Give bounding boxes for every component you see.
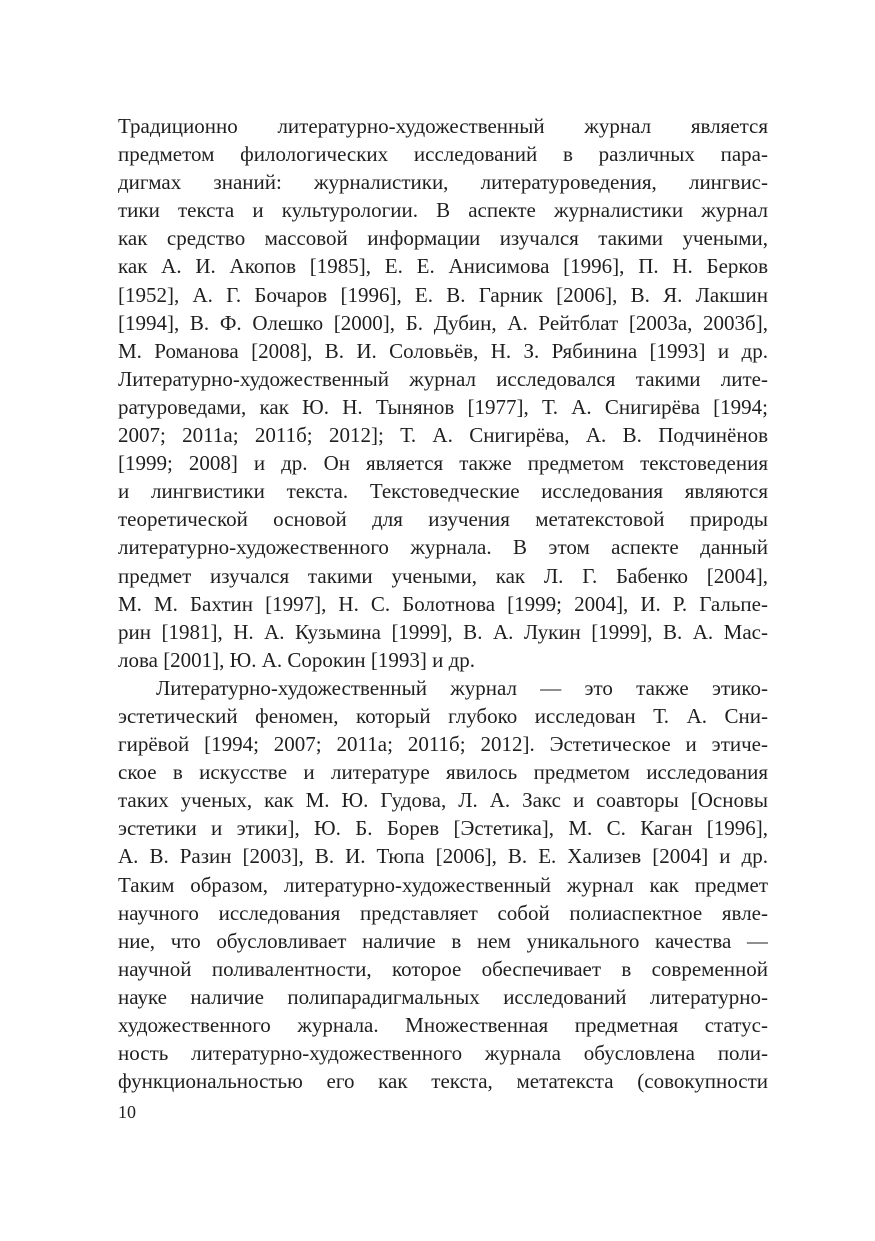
text-line: [1952], А. Г. Бочаров [1996], Е. В. Гарник [2006], В. Я. Лакшин [118, 282, 768, 307]
page-body [118, 112, 768, 1095]
text-line: М. Романова [2008], В. И. Соловьёв, Н. З. Рябинина [1993] и др. [118, 338, 768, 363]
text-line: научной поливалентности, которое обеспечивает в современной [118, 956, 768, 981]
text-line: дигмах знаний: журналистики, литературоведения, лингвис- [118, 170, 768, 195]
text-line: литературно-художественного журнала. В этом аспекте данный [118, 535, 768, 560]
text-line: теоретической основой для изучения метатекстовой природы [118, 507, 768, 532]
page-number: 10 [118, 1102, 136, 1122]
text-line: 2007; 2011а; 2011б; 2012]; Т. А. Снигирёва, А. В. Подчинёнов [118, 423, 768, 448]
text-line: А. В. Разин [2003], В. И. Тюпа [2006], В. Е. Хализев [2004] и др. [118, 844, 768, 869]
text-line: и лингвистики текста. Текстоведческие исследования являются [118, 479, 768, 504]
text-line: Литературно-художественный журнал — это также этико- [156, 675, 768, 700]
text-line: как А. И. Акопов [1985], Е. Е. Анисимова [1996], П. Н. Берков [118, 254, 768, 279]
text-line: [1994], В. Ф. Олешко [2000], Б. Дубин, А. Рейтблат [2003а, 2003б], [118, 310, 768, 335]
paragraph-1 [118, 112, 768, 674]
text-line: гирёвой [1994; 2007; 2011а; 2011б; 2012]. Эстетическое и этиче- [118, 732, 768, 757]
text-line: предмет изучался такими учеными, как Л. Г. Бабенко [2004], [118, 563, 768, 588]
text-line: Традиционно литературно-художественный журнал является [118, 114, 768, 138]
text-line: функциональностью его как текста, метатекста (совокупности [118, 1069, 768, 1094]
paragraph-2 [118, 674, 768, 1095]
text-line: лова [2001], Ю. А. Сорокин [1993] и др. [118, 647, 476, 672]
text-line: М. М. Бахтин [1997], Н. С. Болотнова [1999; 2004], И. Р. Гальпе- [118, 591, 768, 616]
text-line: ность литературно-художественного журнала обусловлена поли- [118, 1041, 768, 1066]
text-line: Литературно-художественный журнал исследовался такими лите- [118, 366, 768, 391]
text-line: научного исследования представляет собой полиаспектное явле- [118, 900, 768, 925]
text-line: рин [1981], Н. А. Кузьмина [1999], В. А. Лукин [1999], В. А. Мас- [118, 619, 768, 644]
text-line: ние, что обусловливает наличие в нем уникального качества — [118, 928, 768, 953]
text-line: эстетический феномен, который глубоко исследован Т. А. Сни- [118, 703, 768, 728]
text-line: ратуроведами, как Ю. Н. Тынянов [1977], Т. А. Снигирёва [1994; [118, 394, 768, 419]
text-line: эстетики и этики], Ю. Б. Борев [Эстетика], М. С. Каган [1996], [118, 816, 768, 841]
text-line: ское в искусстве и литературе явилось предметом исследования [118, 760, 768, 785]
text-line: науке наличие полипарадигмальных исследований литературно- [118, 984, 768, 1009]
text-line: Таким образом, литературно-художественный журнал как предмет [118, 872, 768, 897]
text-line: [1999; 2008] и др. Он является также предметом текстоведения [118, 451, 768, 476]
text-line: таких ученых, как М. Ю. Гудова, Л. А. Закс и соавторы [Основы [118, 788, 768, 813]
text-line: тики текста и культурологии. В аспекте журналистики журнал [118, 198, 768, 223]
text-line: художественного журнала. Множественная предметная статус- [118, 1013, 768, 1037]
text-line: предметом филологических исследований в различных пара- [118, 142, 768, 167]
text-line: как средство массовой информации изучался такими учеными, [118, 226, 768, 251]
